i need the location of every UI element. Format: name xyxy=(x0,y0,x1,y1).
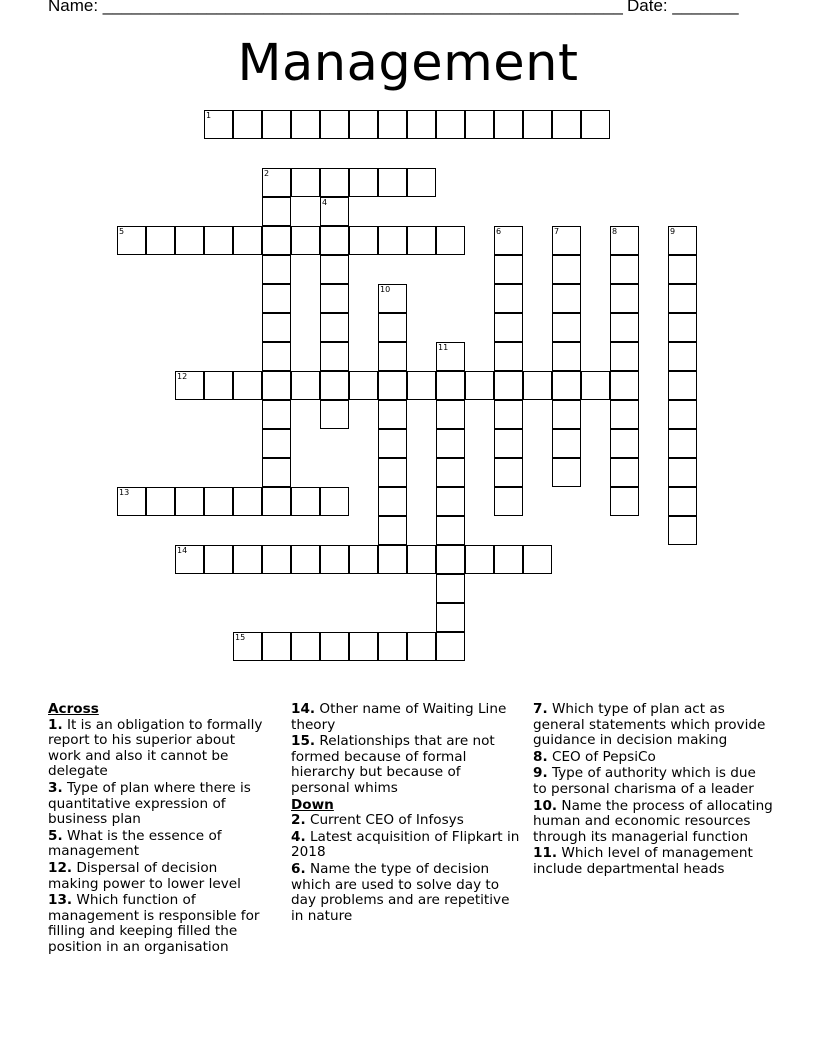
grid-cell[interactable] xyxy=(465,545,494,574)
grid-cell[interactable] xyxy=(494,255,523,284)
grid-cell[interactable] xyxy=(668,429,697,458)
grid-cell[interactable] xyxy=(320,313,349,342)
clue-number: 1 xyxy=(206,111,212,120)
clues-column-3 xyxy=(533,702,773,879)
grid-cell[interactable] xyxy=(552,429,581,458)
grid-cell[interactable] xyxy=(291,545,320,574)
grid-cell[interactable] xyxy=(465,110,494,139)
grid-cell[interactable] xyxy=(436,545,465,574)
grid-cell[interactable] xyxy=(436,574,465,603)
grid-cell[interactable] xyxy=(436,400,465,429)
grid-cell[interactable] xyxy=(407,226,436,255)
grid-cell[interactable] xyxy=(552,110,581,139)
grid-cell[interactable] xyxy=(668,226,697,255)
clue-number: 15 xyxy=(235,633,246,642)
clues-column-1 xyxy=(48,702,270,956)
grid-cell[interactable] xyxy=(494,284,523,313)
grid-cell[interactable] xyxy=(610,429,639,458)
grid-cell[interactable] xyxy=(262,545,291,574)
down-heading: Down xyxy=(291,796,334,813)
grid-cell[interactable] xyxy=(349,110,378,139)
clue-number: 6 xyxy=(496,227,502,236)
across-clue: 12. Dispersal of decision making power to lower level xyxy=(48,859,241,892)
grid-cell[interactable] xyxy=(233,545,262,574)
grid-cell[interactable] xyxy=(668,313,697,342)
grid-cell[interactable] xyxy=(378,632,407,661)
grid-cell[interactable] xyxy=(320,197,349,226)
grid-cell[interactable] xyxy=(668,342,697,371)
grid-cell[interactable] xyxy=(233,487,262,516)
down-clue: 7. Which type of plan act as general statements which provide guidance in decision making xyxy=(533,701,766,749)
grid-cell[interactable] xyxy=(262,458,291,487)
grid-cell[interactable] xyxy=(146,487,175,516)
grid-cell[interactable] xyxy=(233,632,262,661)
grid-cell[interactable] xyxy=(552,342,581,371)
grid-cell[interactable] xyxy=(204,371,233,400)
across-clue: 14. Other name of Waiting Line theory xyxy=(291,701,507,733)
grid-cell[interactable] xyxy=(523,371,552,400)
grid-cell[interactable] xyxy=(668,255,697,284)
grid-cell[interactable] xyxy=(610,226,639,255)
grid-cell[interactable] xyxy=(407,632,436,661)
grid-cell[interactable] xyxy=(436,110,465,139)
grid-cell[interactable] xyxy=(175,226,204,255)
grid-cell[interactable] xyxy=(204,110,233,139)
grid-cell[interactable] xyxy=(117,226,146,255)
clue-number: 13 xyxy=(119,488,130,497)
grid-cell[interactable] xyxy=(262,284,291,313)
grid-cell[interactable] xyxy=(378,226,407,255)
grid-cell[interactable] xyxy=(349,632,378,661)
grid-cell[interactable] xyxy=(552,313,581,342)
down-clue: 6. Name the type of decision which are used to solve day to day problems and are repetitive in nature xyxy=(291,860,510,924)
down-clue: 8. CEO of PepsiCo xyxy=(533,748,656,765)
grid-cell[interactable] xyxy=(291,632,320,661)
grid-cell[interactable] xyxy=(349,226,378,255)
grid-cell[interactable] xyxy=(668,400,697,429)
clue-number: 12 xyxy=(177,372,188,381)
across-clue: 3. Type of plan where there is quantitative expression of business plan xyxy=(48,779,251,828)
grid-cell[interactable] xyxy=(436,632,465,661)
grid-cell[interactable] xyxy=(668,458,697,487)
grid-cell[interactable] xyxy=(610,342,639,371)
grid-cell[interactable] xyxy=(552,255,581,284)
grid-cell[interactable] xyxy=(204,487,233,516)
grid-cell[interactable] xyxy=(349,545,378,574)
grid-cell[interactable] xyxy=(175,487,204,516)
grid-cell[interactable] xyxy=(262,255,291,284)
grid-cell[interactable] xyxy=(233,371,262,400)
grid-cell[interactable] xyxy=(610,371,639,400)
grid-cell[interactable] xyxy=(407,110,436,139)
grid-cell[interactable] xyxy=(262,168,291,197)
grid-cell[interactable] xyxy=(494,226,523,255)
puzzle-title: Management xyxy=(237,34,579,93)
grid-cell[interactable] xyxy=(436,603,465,632)
grid-cell[interactable] xyxy=(320,545,349,574)
grid-cell[interactable] xyxy=(436,429,465,458)
grid-cell[interactable] xyxy=(320,487,349,516)
grid-cell[interactable] xyxy=(494,110,523,139)
grid-cell[interactable] xyxy=(552,371,581,400)
name-field: Name: _______________________________________________________ xyxy=(48,0,623,15)
grid-cell[interactable] xyxy=(552,284,581,313)
date-field: Date: _______ xyxy=(627,0,739,15)
grid-cell[interactable] xyxy=(262,632,291,661)
grid-cell[interactable] xyxy=(262,197,291,226)
grid-cell[interactable] xyxy=(465,371,494,400)
clues-column-2 xyxy=(291,702,523,925)
clue-number: 11 xyxy=(438,343,449,352)
grid-cell[interactable] xyxy=(262,487,291,516)
across-clue: 1. It is an obligation to formally report to his superior about work and also it cannot be delegate xyxy=(48,716,263,780)
grid-cell[interactable] xyxy=(233,110,262,139)
grid-cell[interactable] xyxy=(117,487,146,516)
grid-cell[interactable] xyxy=(523,110,552,139)
clue-number: 9 xyxy=(670,227,676,236)
grid-cell[interactable] xyxy=(610,284,639,313)
down-clue: 2. Current CEO of Infosys xyxy=(291,812,464,829)
grid-cell[interactable] xyxy=(552,226,581,255)
grid-cell[interactable] xyxy=(320,168,349,197)
grid-cell[interactable] xyxy=(291,226,320,255)
grid-cell[interactable] xyxy=(262,400,291,429)
clue-number: 7 xyxy=(554,227,560,236)
grid-cell[interactable] xyxy=(436,371,465,400)
grid-cell[interactable] xyxy=(291,371,320,400)
clue-number: 5 xyxy=(119,227,125,236)
grid-cell[interactable] xyxy=(523,545,552,574)
grid-cell[interactable] xyxy=(407,545,436,574)
grid-cell[interactable] xyxy=(233,226,262,255)
grid-cell[interactable] xyxy=(494,400,523,429)
grid-cell[interactable] xyxy=(320,110,349,139)
grid-cell[interactable] xyxy=(610,400,639,429)
grid-cell[interactable] xyxy=(581,371,610,400)
grid-cell[interactable] xyxy=(175,545,204,574)
grid-cell[interactable] xyxy=(494,429,523,458)
grid-cell[interactable] xyxy=(262,342,291,371)
grid-cell[interactable] xyxy=(552,400,581,429)
grid-cell[interactable] xyxy=(668,516,697,545)
grid-cell[interactable] xyxy=(320,255,349,284)
grid-cell[interactable] xyxy=(320,342,349,371)
grid-cell[interactable] xyxy=(378,342,407,371)
grid-cell[interactable] xyxy=(262,313,291,342)
clue-number: 4 xyxy=(322,198,328,207)
across-clue: 13. Which function of management is responsible for filling and keeping filled the position in an organisation xyxy=(48,892,260,955)
grid-cell[interactable] xyxy=(494,487,523,516)
grid-cell[interactable] xyxy=(407,168,436,197)
grid-cell[interactable] xyxy=(378,284,407,313)
grid-cell[interactable] xyxy=(320,226,349,255)
grid-cell[interactable] xyxy=(610,313,639,342)
grid-cell[interactable] xyxy=(494,313,523,342)
grid-cell[interactable] xyxy=(668,371,697,400)
grid-cell[interactable] xyxy=(378,487,407,516)
clue-number: 14 xyxy=(177,546,188,555)
grid-cell[interactable] xyxy=(320,371,349,400)
grid-cell[interactable] xyxy=(668,284,697,313)
grid-cell[interactable] xyxy=(610,458,639,487)
across-clue: 15. Relationships that are not formed because of formal hierarchy but because of personal whims xyxy=(291,733,495,796)
across-clue: 5. What is the essence of management xyxy=(48,827,222,860)
grid-cell[interactable] xyxy=(378,516,407,545)
grid-cell[interactable] xyxy=(175,371,204,400)
grid-cell[interactable] xyxy=(262,429,291,458)
grid-cell[interactable] xyxy=(494,458,523,487)
grid-cell[interactable] xyxy=(436,226,465,255)
grid-cell[interactable] xyxy=(204,545,233,574)
grid-cell[interactable] xyxy=(378,545,407,574)
grid-cell[interactable] xyxy=(349,168,378,197)
grid-cell[interactable] xyxy=(262,371,291,400)
grid-cell[interactable] xyxy=(320,284,349,313)
grid-cell[interactable] xyxy=(436,342,465,371)
grid-cell[interactable] xyxy=(668,487,697,516)
grid-cell[interactable] xyxy=(291,487,320,516)
grid-cell[interactable] xyxy=(320,400,349,429)
clue-number: 10 xyxy=(380,285,391,294)
grid-cell[interactable] xyxy=(378,371,407,400)
grid-cell[interactable] xyxy=(610,255,639,284)
grid-cell[interactable] xyxy=(494,342,523,371)
grid-cell[interactable] xyxy=(407,371,436,400)
across-heading: Across xyxy=(48,702,99,717)
grid-cell[interactable] xyxy=(378,168,407,197)
clue-number: 8 xyxy=(612,227,618,236)
grid-cell[interactable] xyxy=(494,545,523,574)
grid-cell[interactable] xyxy=(581,110,610,139)
clue-number: 2 xyxy=(264,169,270,178)
grid-cell[interactable] xyxy=(494,371,523,400)
grid-cell[interactable] xyxy=(291,110,320,139)
down-clue: 9. Type of authority which is due to personal charisma of a leader xyxy=(533,765,756,797)
grid-cell[interactable] xyxy=(349,371,378,400)
grid-cell[interactable] xyxy=(320,632,349,661)
grid-cell[interactable] xyxy=(291,168,320,197)
down-clue: 4. Latest acquisition of Flipkart in 2018 xyxy=(291,828,520,861)
grid-cell[interactable] xyxy=(146,226,175,255)
grid-cell[interactable] xyxy=(436,516,465,545)
grid-cell[interactable] xyxy=(378,429,407,458)
down-clue: 11. Which level of management include departmental heads xyxy=(533,845,753,877)
grid-cell[interactable] xyxy=(552,458,581,487)
grid-cell[interactable] xyxy=(204,226,233,255)
grid-cell[interactable] xyxy=(262,110,291,139)
grid-cell[interactable] xyxy=(378,313,407,342)
grid-cell[interactable] xyxy=(378,400,407,429)
grid-cell[interactable] xyxy=(436,458,465,487)
grid-cell[interactable] xyxy=(436,487,465,516)
grid-cell[interactable] xyxy=(262,226,291,255)
grid-cell[interactable] xyxy=(378,110,407,139)
down-clue: 10. Name the process of allocating human and economic resources through its managerial function xyxy=(533,797,773,845)
grid-cell[interactable] xyxy=(610,487,639,516)
grid-cell[interactable] xyxy=(378,458,407,487)
